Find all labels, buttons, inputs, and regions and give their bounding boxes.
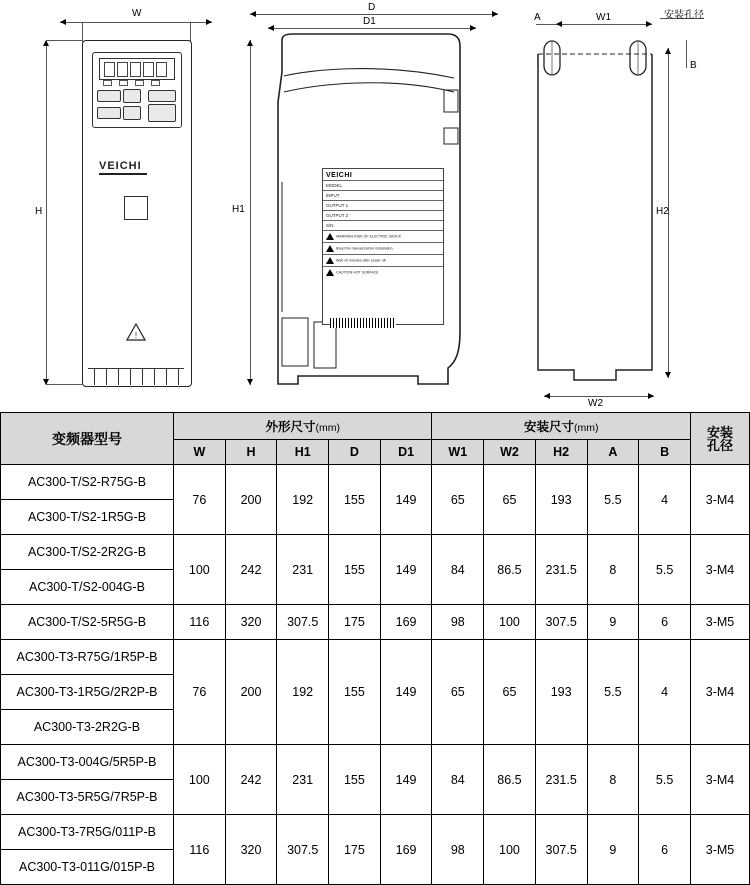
keypad-display (99, 58, 175, 80)
back-view-outline (528, 40, 663, 392)
nameplate-warning-text: Read the manual before installation. (336, 246, 394, 251)
cell-W2: 65 (484, 640, 536, 745)
status-led (151, 80, 160, 86)
side-height-arrow-up (247, 40, 253, 46)
cell-H2: 307.5 (535, 815, 587, 885)
back-W2-arrow-right (648, 393, 654, 399)
table-row (1, 640, 750, 675)
keypad-shift-key (97, 107, 121, 119)
cell-B: 6 (639, 815, 691, 885)
cell-W1: 84 (432, 745, 484, 815)
cell-H2: 231.5 (535, 745, 587, 815)
header-hole-line2: 孔径 (706, 437, 733, 453)
back-view-body (528, 40, 663, 385)
dim-label-A: A (534, 12, 541, 23)
cell-model: AC300-T3-5R5G/7R5P-B (1, 780, 174, 815)
back-W2-arrow-left (544, 393, 550, 399)
table-row (1, 815, 750, 850)
status-led (135, 80, 144, 86)
cell-H: 242 (225, 745, 277, 815)
cell-A: 8 (587, 535, 639, 605)
keypad-led-row (101, 80, 171, 85)
front-vent-grille (88, 368, 184, 385)
cell-W: 76 (174, 640, 226, 745)
cell-H1: 231 (277, 745, 329, 815)
warning-triangle-icon (326, 269, 334, 276)
cell-D: 155 (329, 640, 381, 745)
cell-H: 320 (225, 815, 277, 885)
side-depth1-arrow-right (470, 25, 476, 31)
header-col-H: H (225, 440, 277, 465)
cell-W: 76 (174, 465, 226, 535)
cell-A: 5.5 (587, 465, 639, 535)
cell-W1: 98 (432, 605, 484, 640)
cell-hole: 3-M4 (691, 745, 750, 815)
cell-B: 5.5 (639, 535, 691, 605)
nameplate-row: MODEL (323, 180, 443, 190)
table-body (1, 465, 750, 885)
table-row (1, 465, 750, 500)
header-install-group-text: 安装尺寸 (523, 420, 574, 434)
nameplate-barcode (330, 318, 396, 328)
cell-hole: 3-M5 (691, 605, 750, 640)
side-depth1-dimline (268, 28, 476, 29)
front-width-arrow-right (206, 19, 212, 25)
dim-label-H: H (35, 206, 43, 217)
cell-H: 200 (225, 640, 277, 745)
keypad-up-key (123, 89, 141, 103)
status-led (119, 80, 128, 86)
nameplate-warning (323, 254, 443, 266)
nameplate-warning (323, 242, 443, 254)
keypad-run-key (148, 90, 176, 102)
cell-A: 5.5 (587, 640, 639, 745)
cell-H1: 192 (277, 465, 329, 535)
cell-W: 116 (174, 815, 226, 885)
cell-D1: 169 (380, 605, 432, 640)
cell-model: AC300-T/S2-2R2G-B (1, 535, 174, 570)
cell-W2: 65 (484, 465, 536, 535)
header-col-A: A (587, 440, 639, 465)
header-col-W1: W1 (432, 440, 484, 465)
keypad-stop-key (148, 104, 176, 122)
cell-model: AC300-T3-004G/5R5P-B (1, 745, 174, 780)
cell-D: 155 (329, 745, 381, 815)
back-H2-arrow-up (665, 48, 671, 54)
header-outer-group-text: 外形尺寸 (265, 420, 316, 434)
cell-model: AC300-T3-7R5G/011P-B (1, 815, 174, 850)
front-height-dimline (46, 40, 47, 385)
header-col-D: D (329, 440, 381, 465)
keypad-down-key (123, 106, 141, 120)
nameplate-warning-text: CAUTION HOT SURFACE (336, 270, 379, 275)
side-depth-arrow-left (250, 11, 256, 17)
cell-model: AC300-T3-2R2G-B (1, 710, 174, 745)
header-install-group-unit: (mm) (573, 422, 599, 434)
header-col-H2: H2 (535, 440, 587, 465)
dim-label-H1: H1 (232, 204, 245, 215)
cell-D: 155 (329, 465, 381, 535)
header-install-group (432, 413, 691, 440)
cell-H1: 192 (277, 640, 329, 745)
dim-label-D: D (368, 2, 376, 13)
front-panel-square (124, 196, 148, 220)
cell-W: 100 (174, 535, 226, 605)
cell-H2: 193 (535, 465, 587, 535)
cell-W1: 98 (432, 815, 484, 885)
nameplate-warning-text: Wait 10 minutes after power off. (336, 258, 387, 263)
cell-hole: 3-M4 (691, 535, 750, 605)
cell-hole: 3-M5 (691, 815, 750, 885)
front-height-ext-bottom (46, 384, 82, 385)
table-row (1, 605, 750, 640)
cell-D: 175 (329, 605, 381, 640)
cell-W1: 65 (432, 640, 484, 745)
nameplate-row: S/N (323, 220, 443, 230)
cell-D1: 149 (380, 535, 432, 605)
back-A-dimline (536, 24, 556, 25)
cell-model: AC300-T/S2-R75G-B (1, 465, 174, 500)
dim-label-W2: W2 (588, 398, 603, 409)
display-digit (143, 62, 154, 77)
cell-W: 116 (174, 605, 226, 640)
cell-H1: 231 (277, 535, 329, 605)
front-brand-logo: VEICHI (99, 160, 142, 172)
cell-W1: 65 (432, 465, 484, 535)
nameplate-warning-text: WARNING RISK OF ELECTRIC SHOCK (336, 234, 402, 239)
cell-B: 5.5 (639, 745, 691, 815)
cell-H: 200 (225, 465, 277, 535)
cell-W2: 100 (484, 815, 536, 885)
table-row (1, 535, 750, 570)
nameplate-row: OUTPUT 1 (323, 200, 443, 210)
header-outer-group-unit: (mm) (315, 422, 340, 434)
dimension-table (0, 412, 750, 885)
front-width-ext-left (82, 22, 83, 42)
cell-W2: 100 (484, 605, 536, 640)
cell-W2: 86.5 (484, 535, 536, 605)
back-W1-arrow-right (646, 21, 652, 27)
cell-hole: 3-M4 (691, 640, 750, 745)
side-height-arrow-down (247, 379, 253, 385)
warning-triangle-icon (326, 233, 334, 240)
cell-model: AC300-T3-011G/015P-B (1, 850, 174, 885)
side-depth-dimline (250, 14, 498, 15)
side-height-dimline (250, 40, 251, 385)
keypad-prg-key (97, 90, 121, 102)
back-B-dimline (686, 40, 687, 68)
cell-D: 175 (329, 815, 381, 885)
header-col-H1: H1 (277, 440, 329, 465)
cell-D1: 169 (380, 815, 432, 885)
cell-D: 155 (329, 535, 381, 605)
dim-label-H2: H2 (656, 206, 669, 217)
cell-B: 4 (639, 640, 691, 745)
side-depth-arrow-right (492, 11, 498, 17)
cell-D1: 149 (380, 465, 432, 535)
cell-H2: 307.5 (535, 605, 587, 640)
nameplate-row: OUTPUT 2 (323, 210, 443, 220)
warning-triangle-icon (326, 257, 334, 264)
header-hole-size (691, 413, 750, 465)
table-header-row-1 (1, 413, 750, 440)
display-digit (104, 62, 115, 77)
cell-model: AC300-T/S2-5R5G-B (1, 605, 174, 640)
header-col-B: B (639, 440, 691, 465)
nameplate-warning (323, 230, 443, 242)
cell-D1: 149 (380, 640, 432, 745)
drawing-area (0, 0, 750, 412)
cell-W: 100 (174, 745, 226, 815)
nameplate-row: INPUT (323, 190, 443, 200)
header-col-D1: D1 (380, 440, 432, 465)
cell-H1: 307.5 (277, 605, 329, 640)
header-outer-group (174, 413, 432, 440)
dim-label-B: B (690, 60, 697, 71)
display-digit (130, 62, 141, 77)
cell-A: 9 (587, 605, 639, 640)
cell-A: 9 (587, 815, 639, 885)
cell-H1: 307.5 (277, 815, 329, 885)
front-height-ext-top (46, 40, 82, 41)
cell-model: AC300-T/S2-1R5G-B (1, 500, 174, 535)
nameplate-label (322, 168, 444, 325)
dim-label-D1: D1 (363, 16, 376, 27)
header-col-W: W (174, 440, 226, 465)
cell-H: 320 (225, 605, 277, 640)
front-width-ext-right (190, 22, 191, 42)
back-W2-dimline (544, 396, 654, 397)
header-col-W2: W2 (484, 440, 536, 465)
dim-label-W: W (132, 8, 142, 19)
cell-model: AC300-T3-R75G/1R5P-B (1, 640, 174, 675)
cell-model: AC300-T3-1R5G/2R2P-B (1, 675, 174, 710)
cell-H2: 193 (535, 640, 587, 745)
status-led (103, 80, 112, 86)
warning-triangle-icon (126, 323, 146, 341)
display-digit (117, 62, 128, 77)
back-H2-arrow-down (665, 372, 671, 378)
hole-callout-label: 安装孔径 (664, 10, 704, 21)
cell-W1: 84 (432, 535, 484, 605)
cell-W2: 86.5 (484, 745, 536, 815)
cell-B: 4 (639, 465, 691, 535)
display-digit (156, 62, 167, 77)
side-depth1-arrow-left (268, 25, 274, 31)
front-width-arrow-left (60, 19, 66, 25)
dim-label-W1: W1 (596, 12, 611, 23)
cell-model: AC300-T/S2-004G-B (1, 570, 174, 605)
cell-A: 8 (587, 745, 639, 815)
cell-H: 242 (225, 535, 277, 605)
cell-hole: 3-M4 (691, 465, 750, 535)
cell-B: 6 (639, 605, 691, 640)
back-W1-dimline (556, 24, 652, 25)
back-W1-arrow-left (556, 21, 562, 27)
header-hole-line1: 安装 (706, 424, 733, 440)
nameplate-warning (323, 266, 443, 278)
cell-H2: 231.5 (535, 535, 587, 605)
svg-text:!: ! (134, 331, 138, 340)
table-row (1, 745, 750, 780)
warning-triangle-icon (326, 245, 334, 252)
cell-D1: 149 (380, 745, 432, 815)
nameplate-brand: VEICHI (326, 172, 353, 179)
table-head (1, 413, 750, 465)
header-model: 变频器型号 (1, 413, 174, 465)
